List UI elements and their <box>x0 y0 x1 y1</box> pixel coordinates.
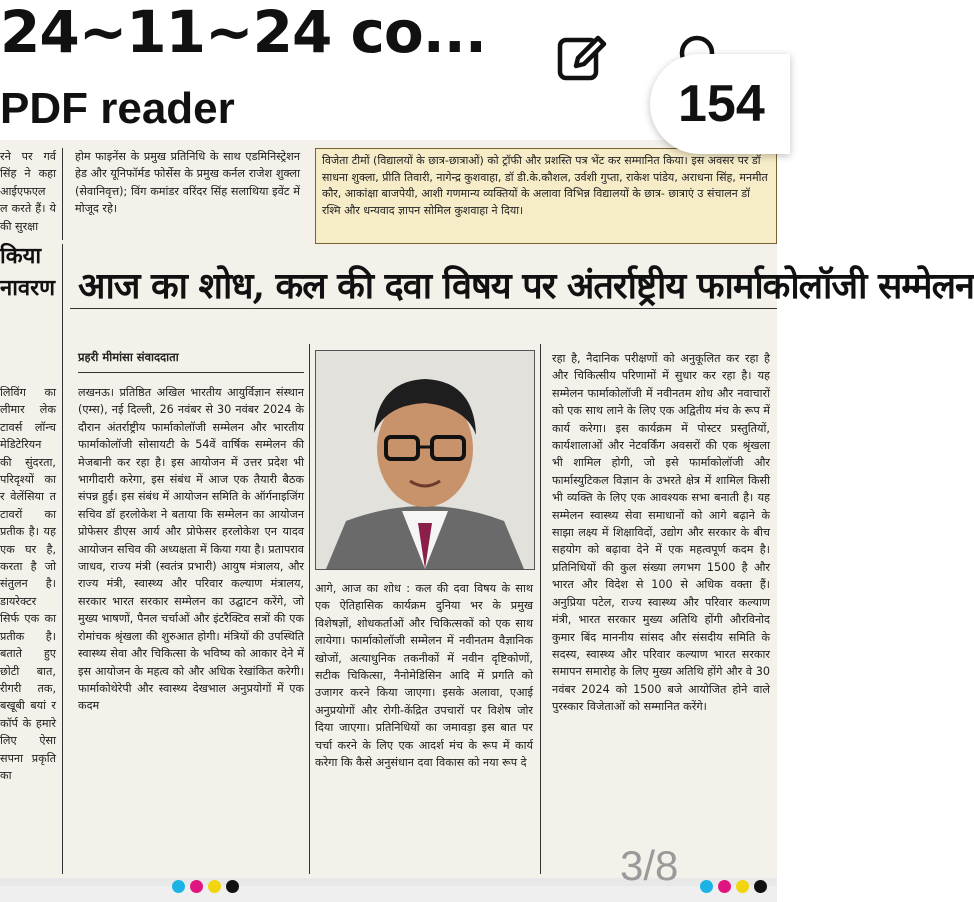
edit-button[interactable] <box>552 28 612 88</box>
column-divider <box>309 344 310 874</box>
under-photo-text: आगे, आज का शोध : कल की दवा विषय के साथ एक ऐतिहासिक कार्यक्रम दुनिया भर के प्रमुख विशेषज्ञों, शोधकर्ताओं और चिकित्सकों को एक साथ लायेगा। फार्माकोलॉजी सम्मेलन में नवीनतम वैज्ञानिक खोजों, अत्याधुनिक तकनीकों में नवीन दृष्टिकोणों, सटीक चिकित्सा, नैनोमेडिसिन आदि में प्रगति को उजागर करने किया जाएगा। इसके अलावा, एआई अनुप्रयोगों और रोगी-केंद्रित उपचारों पर विशेष जोर दिया जाएगा। प्रतिनिधियों का जमावड़ा इस बात पर चर्चा करने के लिए एक आदर्श मंच के रूप में कार्य करेगा कि कैसे अनुसंधान दवा विकास को नया रूप दे <box>315 582 533 770</box>
under-photo-column <box>315 580 533 854</box>
main-column-text: लखनऊ। प्रतिष्ठित अखिल भारतीय आयुर्विज्ञान संस्थान (एम्स), नई दिल्ली, 26 नवंबर से 30 नवंबर 2024 के दौरान अंतर्राष्ट्रीय फार्माकोलॉजी सम्मेलन और भारतीय फार्माकोलॉजी सोसायटी के 54वें वार्षिक सम्मेलन की मेजबानी कर रहा है। इस आयोजन में उत्तर प्रदेश भी भागीदारी करेगा, इस संबंध में आज एक तैयारी बैठक संपन्न हुई। इस संबंध में आयोजन समिति के ऑर्गनाइजिंग सचिव डॉ हरलोकेश ने बताया कि सम्मेलन का आयोजन प्रोफेसर डीएस आर्य और प्रोफेसर हरलोकेश एन यादव आयोजन सचिव की अध्यक्षता में किया गया है। प्रतापराव जाधव, राज्य मंत्री (स्वतंत्र प्रभारी) आयुष मंत्रालय, और राज्य मंत्री, स्वास्थ्य और परिवार कल्याण मंत्रालय, सरकार भारत सरकार सम्मेलन का उद्घाटन करेंगे, जो मुख्य भाषणों, पैनल चर्चाओं और इंटरैक्टिव सत्रों की एक रोमांचक श्रृंखला की शुरुआत होगी। मंत्रियों की उपस्थिति स्वास्थ्य सेवा और चिकित्सा के भविष्य को आकार देने में इस आयोजन के महत्व को और अधिक रेखांकित करेगी। फार्माकोथेरेपी और स्वास्थ्य देखभाल अनुप्रयोगों में एक कदम <box>78 386 304 713</box>
column-divider <box>540 344 541 874</box>
far-left-text: लिविंग का लीमार लेक टावर्स लॉन्च मेडिटेरियन की सुंदरता, परिदृश्यों का र वेलेंसिया त टावरों का प्रतीक है। यह एक घर है, करता है जो संतुलन है। डायरेक्टर सिर्फ एक का प्रतीक है। बताते हुए छोटी बात, रीगरी तक, बखूबी बयां र कॉर्प के हमारे लिए ऐसा सपना प्रकृति का <box>0 386 56 782</box>
portrait-photo <box>315 350 535 570</box>
main-column <box>78 384 304 854</box>
page-count-badge[interactable] <box>650 54 790 154</box>
side-headline: किया नावरण <box>0 243 56 301</box>
cmyk-dot-cyan <box>172 880 185 893</box>
headline-rule <box>70 308 777 309</box>
event-box <box>315 148 777 244</box>
cmyk-dot-cyan <box>700 880 713 893</box>
left-snippet-text: रने पर गर्व सिंह ने कहा आईएफएल ल करते हैं। ये की सुरक्षा <box>0 150 56 233</box>
cmyk-dot-yellow <box>736 880 749 893</box>
portrait-illustration <box>316 351 534 569</box>
page-count-text: 154 <box>678 75 765 133</box>
right-column-text: रहा है, नैदानिक परीक्षणों को अनुकूलित कर रहा है और चिकित्सीय परिणामों में सुधार कर रहा है। यह सम्मेलन फार्माकोलॉजी में नवीनतम शोध और नवाचारों को एक साथ लाने के लिए एक अद्वितीय मंच के रूप में कार्य करेगा। इस कार्यक्रम में पोस्टर प्रस्तुतियों, कार्यशालाओं और नेटवर्किंग अवसरों की एक श्रृंखला भी शामिल होगी, जो इसे फार्माकोलॉजी और फार्मास्युटिकल विज्ञान के उभरते क्षेत्र में शामिल किसी भी व्यक्ति के लिए एक आवश्यक सभा बनाती है। यह सम्मेलन स्वास्थ्य सेवा समाधानों को आगे बढ़ाने के साझा लक्ष्य में शिक्षाविदों, उद्योग और सरकार के बीच सहयोग को बढ़ावा देने में एक महत्वपूर्ण कदम है। प्रतिनिधियों की कुल संख्या लगभग 1500 है और भारत और विदेश से 100 से अधिक वक्ता हैं। अनुप्रिया पटेल, राज्य स्वास्थ्य और परिवार कल्याण मंत्री, भारत सरकार मुख्य अतिथि होंगी औरविनोद कुमार बिंद माननीय सांसद और संसदीय समिति के सदस्य, स्वास्थ्य और परिवार कल्याण भारत सरकार समापन समारोह के लिए मुख्य अतिथि होंगे और वे 30 नवंबर 2024 को 1500 बजे आयोजित होने वाले पुरस्कार विजेताओं को सम्मानित करेंगे। <box>552 352 770 714</box>
right-column <box>552 350 770 854</box>
cmyk-dot-yellow <box>208 880 221 893</box>
pdf-page[interactable] <box>0 140 974 878</box>
far-left-column <box>0 384 56 854</box>
top-article-text <box>75 148 300 238</box>
column-divider <box>62 244 63 874</box>
edit-icon <box>552 28 612 88</box>
main-headline: आज का शोध, कल की दवा विषय पर अंतर्राष्ट्रीय फार्माकोलॉजी सम्मेलन <box>78 265 974 307</box>
byline-rule <box>78 372 304 373</box>
left-snippet <box>0 148 56 238</box>
document-title: 24~11~24 co... <box>0 0 486 66</box>
app-subtitle: PDF reader <box>0 84 235 133</box>
cmyk-dot-black <box>754 880 767 893</box>
page-indicator: 3/8 <box>620 842 679 889</box>
cmyk-dot-magenta <box>190 880 203 893</box>
top-article-paragraph: होम फाइनेंस के प्रमुख प्रतिनिधि के साथ एडमिनिस्ट्रेशन हेड और यूनिफॉर्मड फोर्सेस के प्रमुख कर्नल राजेश शुक्ला (सेवानिवृत्त); विंग कमांडर वरिंदर सिंह सलाथिया इवेंट में मोजूद रहे। <box>75 150 300 216</box>
column-divider <box>62 148 63 240</box>
byline: प्रहरी मीमांसा संवाददाता <box>78 350 179 364</box>
cmyk-dot-magenta <box>718 880 731 893</box>
cmyk-dot-black <box>226 880 239 893</box>
event-box-text: विजेता टीमों (विद्यालयों के छात्र-छात्राओं) को ट्रॉफी और प्रशस्ति पत्र भेंट कर सम्मानित किया। इस अवसर पर डॉ साधना शुक्ला, प्रीति तिवारी, नागेन्द्र कुशवाहा, डॉ डी.के.कौशल, उर्वशी गुप्ता, राकेश पांडेय, अराधना सिंह, मनमीत कौर, आकांक्षा बाजपेयी, आशी गणमान्य व्यक्तियों के अलावा विभिन्न विद्यालयों के छात्र- छात्राएं उ संचालन डॉ रश्मि और धन्यवाद ज्ञापन सोमिल कुशवाहा ने दिया। <box>322 154 768 217</box>
